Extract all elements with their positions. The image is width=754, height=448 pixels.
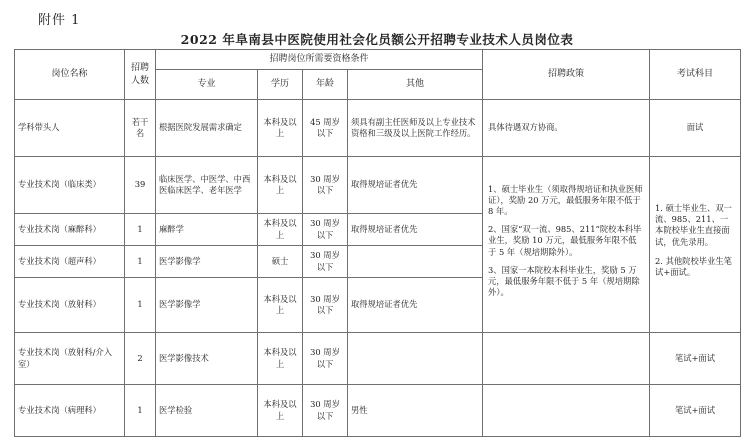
policy-item: 1、硕士毕业生（须取得规培证和执业医师证），奖励 20 万元，最低服务年限不低于 8 年。 (488, 183, 643, 217)
attachment-label: 附件 1 (38, 13, 81, 28)
cell-count: 1 (125, 214, 156, 246)
cell-position: 专业技术岗（麻醉科） (15, 214, 125, 246)
cell-policy (483, 385, 650, 437)
cell-education: 本科及以上 (258, 157, 303, 214)
cell-other: 男性 (348, 385, 483, 437)
exam-item: 2. 其他院校毕业生笔试+面试。 (655, 255, 732, 277)
cell-education: 本科及以上 (258, 278, 303, 333)
cell-other (348, 333, 483, 385)
cell-count: 若干名 (125, 100, 156, 157)
cell-other: 取得规培证者优先 (348, 278, 483, 333)
cell-education: 硕士 (258, 246, 303, 278)
header-other: 其他 (348, 70, 483, 100)
cell-major: 医学影像学 (156, 278, 258, 333)
cell-major: 医学影像学 (156, 246, 258, 278)
header-count: 招聘人数 (125, 50, 156, 100)
policy-item: 2、国家“双一流、985、211”院校本科毕业生，奖励 10 万元，最低服务年限不低于 5 年（规培期除外）。 (488, 224, 642, 257)
cell-policy: 具体待遇双方协商。 (483, 100, 650, 157)
cell-education: 本科及以上 (258, 385, 303, 437)
shared-exam-cell (650, 157, 741, 333)
cell-other (348, 246, 483, 278)
cell-major: 医学影像技术 (156, 333, 258, 385)
cell-exam: 笔试+面试 (650, 385, 741, 437)
cell-count: 39 (125, 157, 156, 214)
cell-policy (483, 333, 650, 385)
cell-position: 专业技术岗（临床类） (15, 157, 125, 214)
header-education: 学历 (258, 70, 303, 100)
policy-item: 3、国家一本院校本科毕业生，奖励 5 万元，最低服务年限不低于 5 年（规培期除外）。 (488, 264, 640, 298)
page-title: 2022 年阜南县中医院使用社会化员额公开招聘专业技术人员岗位表 (180, 32, 574, 47)
header-age: 年龄 (303, 70, 348, 100)
cell-position: 专业技术岗（放射科） (15, 278, 125, 333)
cell-count: 2 (125, 333, 156, 385)
cell-age: 30 周岁以下 (303, 157, 348, 214)
cell-age: 30 周岁以下 (303, 246, 348, 278)
cell-major: 麻醉学 (156, 214, 258, 246)
cell-other: 取得规培证者优先 (348, 214, 483, 246)
cell-education: 本科及以上 (258, 333, 303, 385)
cell-position: 专业技术岗（放射科/介入室） (15, 333, 125, 385)
cell-age: 30 周岁以下 (303, 385, 348, 437)
cell-position: 专业技术岗（病理科） (15, 385, 125, 437)
header-policy: 招聘政策 (483, 50, 650, 100)
table-row (15, 385, 741, 437)
cell-other: 须具有副主任医师及以上专业技术资格和三级及以上医院工作经历。 (348, 100, 483, 157)
cell-other: 取得规培证者优先 (348, 157, 483, 214)
cell-position: 学科带头人 (15, 100, 125, 157)
cell-count: 1 (125, 246, 156, 278)
cell-exam: 面试 (650, 100, 741, 157)
cell-major: 临床医学、中医学、中西医临床医学、老年医学 (156, 157, 258, 214)
cell-position: 专业技术岗（超声科） (15, 246, 125, 278)
cell-count: 1 (125, 278, 156, 333)
header-exam: 考试科目 (650, 50, 741, 100)
cell-major: 医学检验 (156, 385, 258, 437)
cell-age: 30 周岁以下 (303, 333, 348, 385)
cell-age: 30 周岁以下 (303, 214, 348, 246)
header-major: 专业 (156, 70, 258, 100)
cell-age: 30 周岁以下 (303, 278, 348, 333)
cell-exam: 笔试+面试 (650, 333, 741, 385)
header-position: 岗位名称 (15, 50, 125, 100)
table-row (15, 157, 741, 214)
exam-item: 1. 硕士毕业生、双一流、985、211、一本院校毕业生直接面试，优先录用。 (655, 202, 732, 247)
header-requirements: 招聘岗位所需要资格条件 (156, 50, 483, 70)
cell-major: 根据医院发展需求确定 (156, 100, 258, 157)
positions-table (14, 49, 741, 437)
table-row (15, 333, 741, 385)
cell-count: 1 (125, 385, 156, 437)
cell-age: 45 周岁以下 (303, 100, 348, 157)
shared-policy-cell (483, 157, 650, 333)
cell-education: 本科及以上 (258, 100, 303, 157)
cell-education: 本科及以上 (258, 214, 303, 246)
table-row (15, 100, 741, 157)
